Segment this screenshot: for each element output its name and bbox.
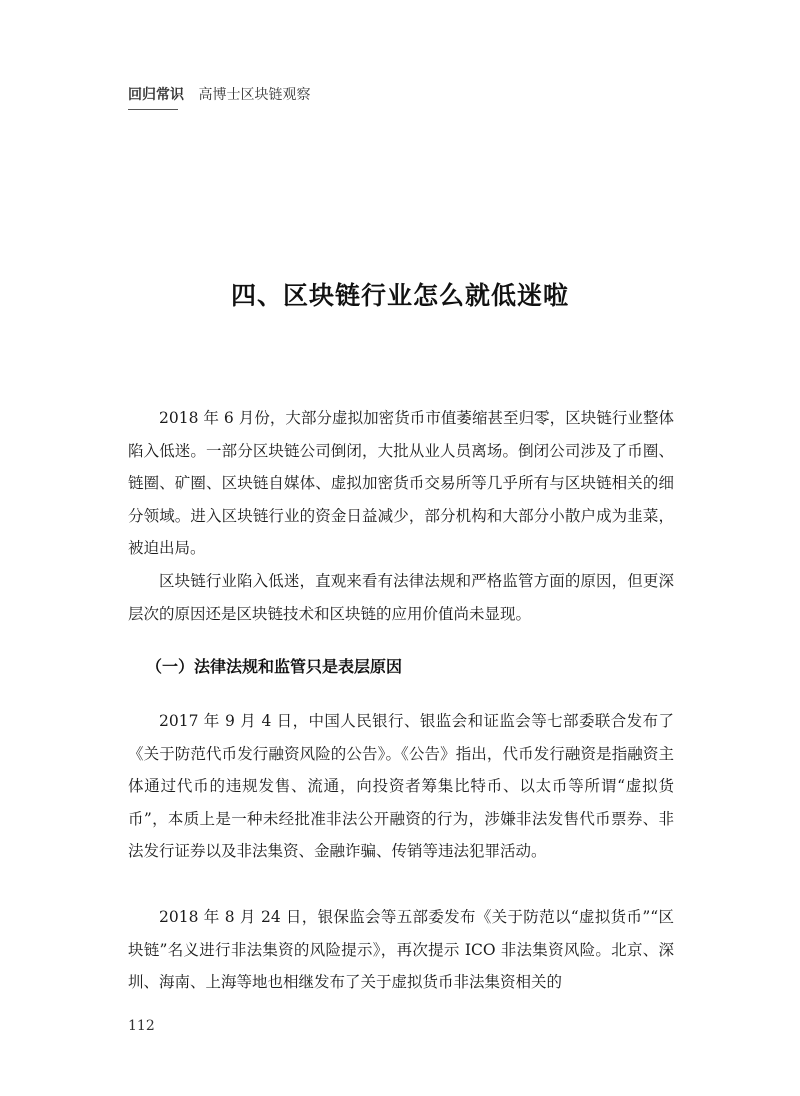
- paragraph-1: 2018 年 6 月份，大部分虚拟加密货币市值萎缩甚至归零，区块链行业整体陷入低迷。一部分区块链公司倒闭，大批从业人员离场。倒闭公司涉及了币圈、链圈、矿圈、区块链自媒体、虚拟加密货币交易所等几乎所有与区块链相关的细分领域。进入区块链行业的资金日益减少，部分机构和大部分小散户成为韭菜，被迫出局。: [128, 409, 674, 558]
- section-paragraph-2: 2018 年 8 月 24 日，银保监会等五部委发布《关于防范以“虚拟货币”“区块链”名义进行非法集资的风险提示》，再次提示 ICO 非法集资风险。北京、深圳、海南、上海等地也相继发布了关于虚拟货币非法集资相关的: [128, 908, 674, 992]
- header-rule: [128, 109, 178, 110]
- section-heading: （一）法律法规和监管只是表层原因: [146, 657, 403, 676]
- paragraph-2: 区块链行业陷入低迷，直观来看有法律法规和严格监管方面的原因，但更深层次的原因还是区块链技术和区块链的应用价值尚未显现。: [128, 572, 674, 623]
- page-number: 112: [128, 1018, 155, 1034]
- section-paragraph-1: 2017 年 9 月 4 日，中国人民银行、银监会和证监会等七部委联合发布了《关于防范代币发行融资风险的公告》。《公告》指出，代币发行融资是指融资主体通过代币的违规发售、流通，向投资者筹集比特币、以太币等所谓“虚拟货币”，本质上是一种未经批准非法公开融资的行为，涉嫌非法发售代币票券、非法发行证券以及非法集资、金融诈骗、传销等违法犯罪活动。: [128, 712, 674, 861]
- chapter-title: 四、区块链行业怎么就低迷啦: [230, 281, 569, 310]
- book-subtitle: 高博士区块链观察: [198, 87, 311, 103]
- book-title: 回归常识: [128, 87, 184, 103]
- running-header: [128, 84, 310, 104]
